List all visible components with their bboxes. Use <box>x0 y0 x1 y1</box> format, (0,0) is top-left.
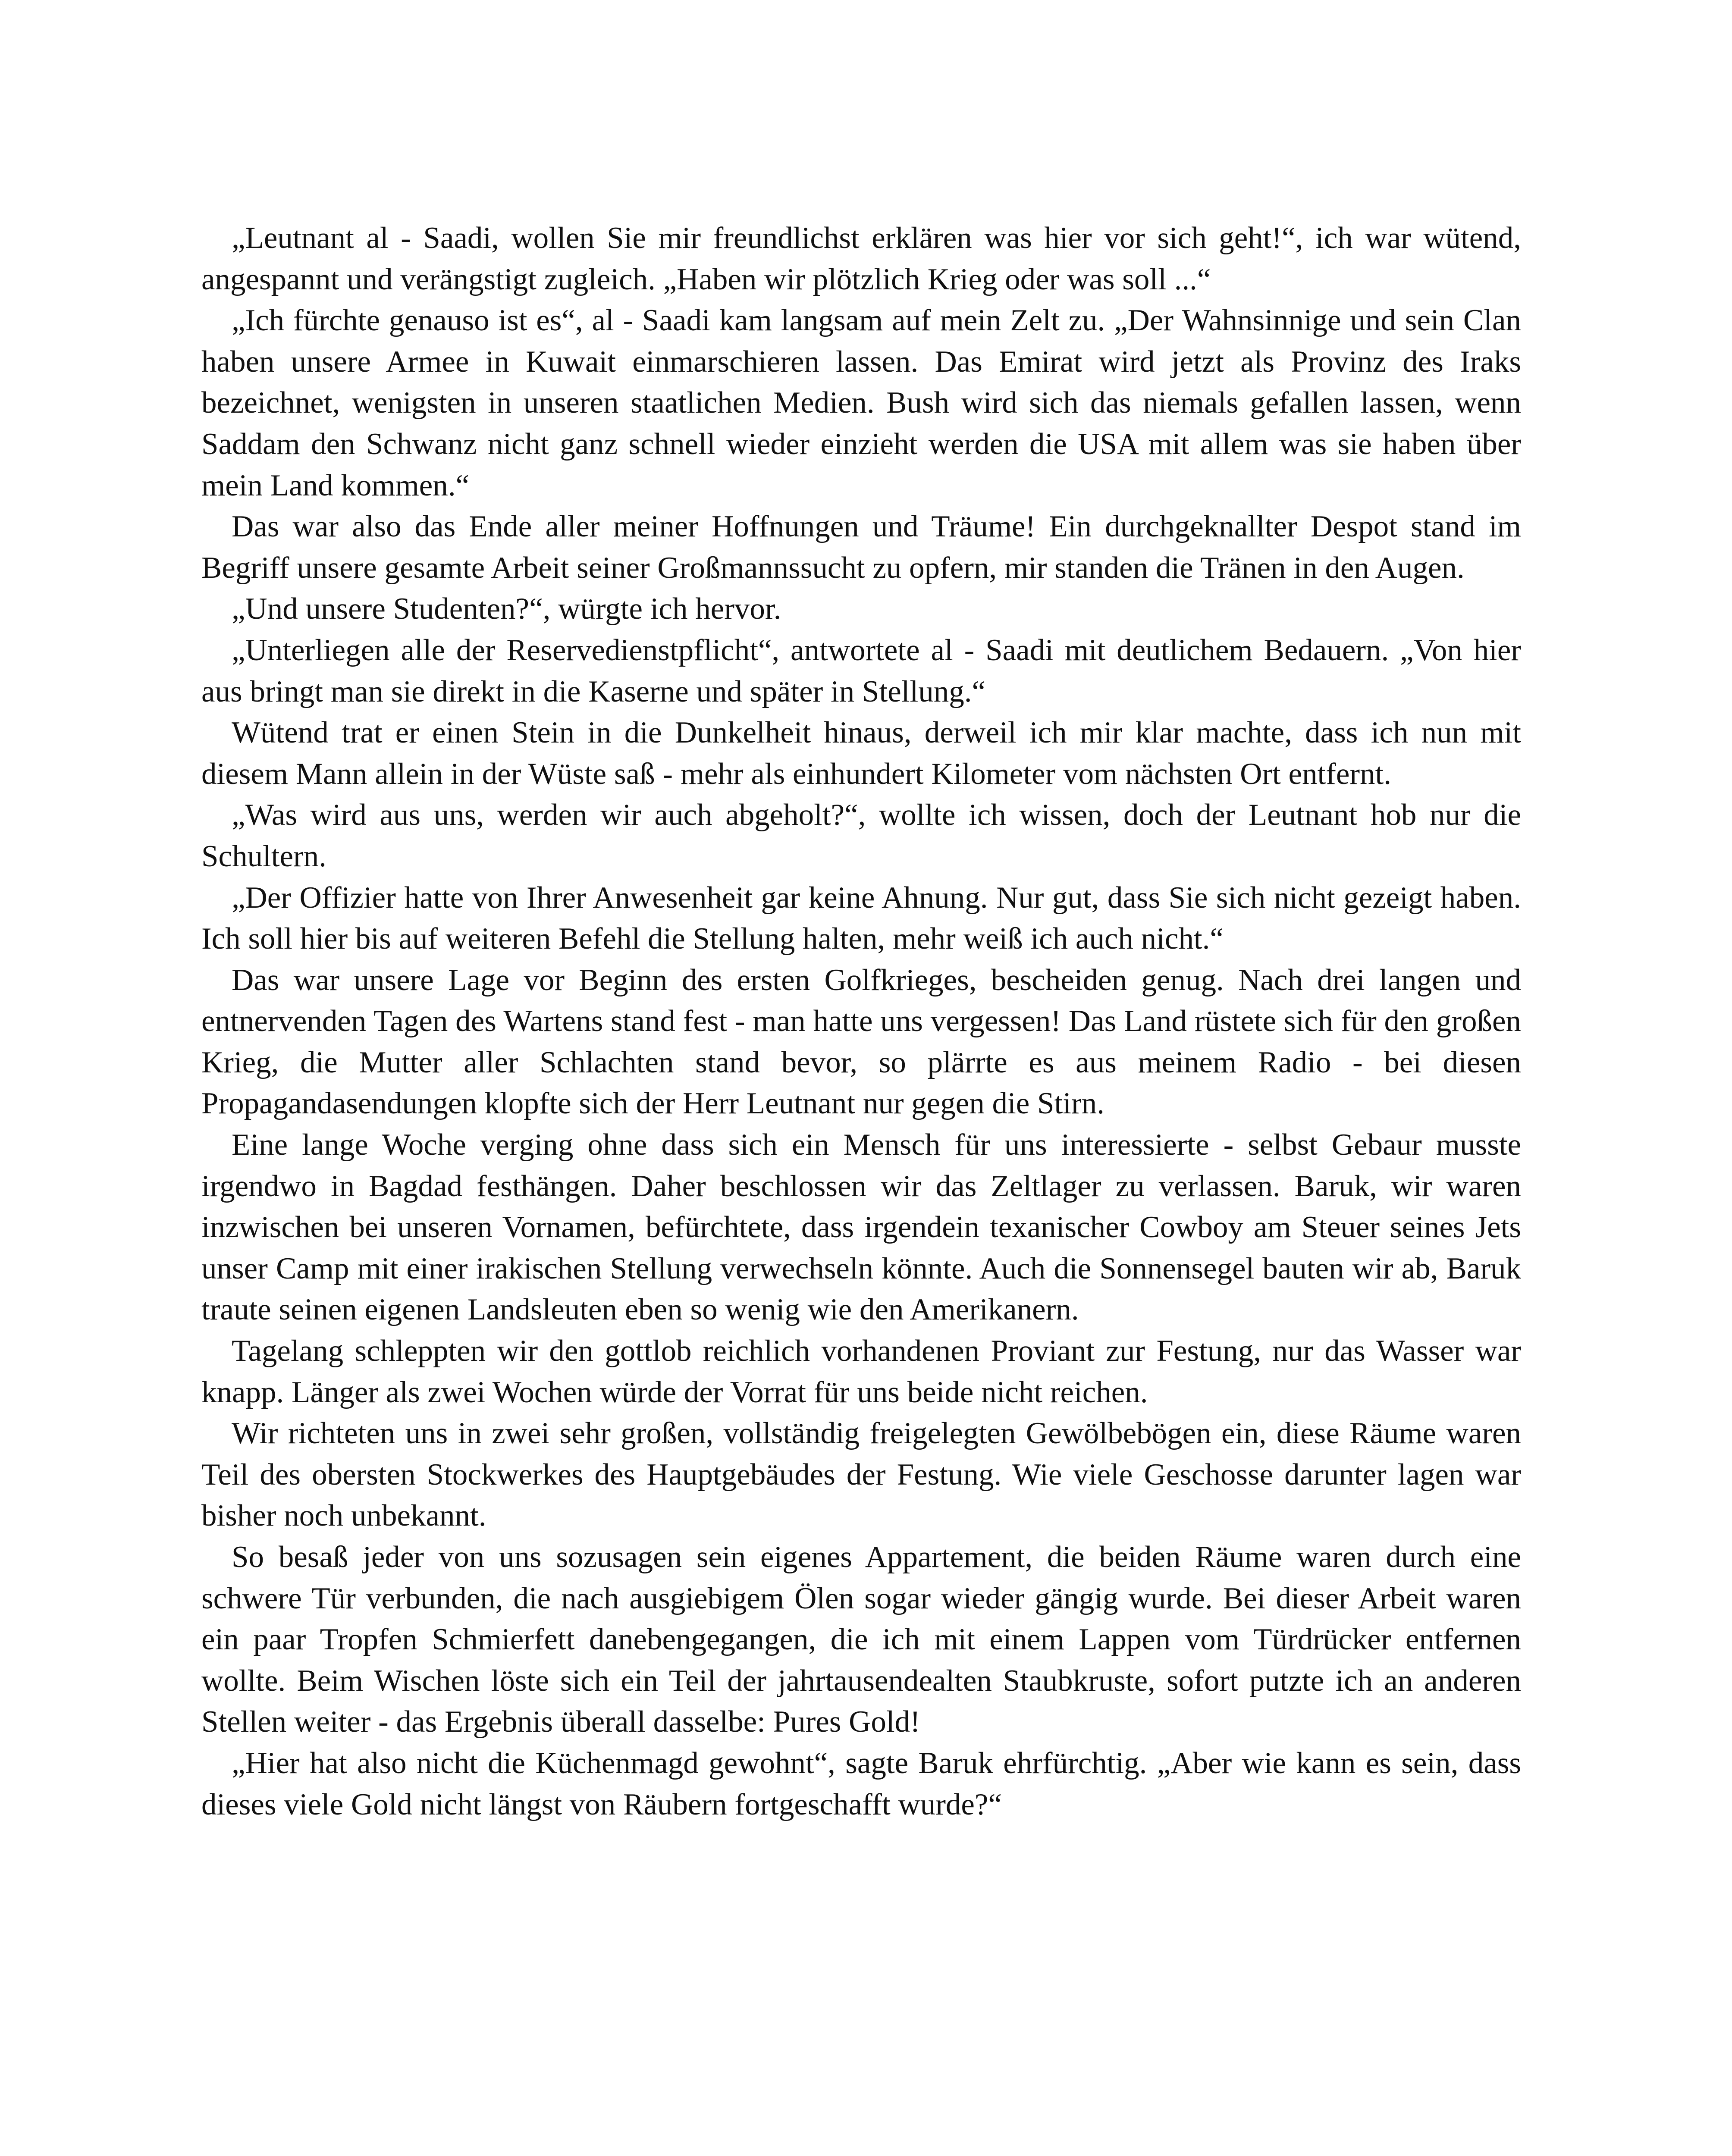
paragraph: „Leutnant al - Saadi, wollen Sie mir freundlichst erklären was hier vor sich geht!“, ich war wütend, angespannt und verängstigt zugleich. „Haben wir plötzlich Krieg oder was soll ...“ <box>201 221 1521 296</box>
paragraph: „Und unsere Studenten?“, würgte ich hervor. <box>232 592 781 626</box>
paragraph: Tagelang schleppten wir den gottlob reichlich vorhandenen Proviant zur Festung, nur das Wasser war knapp. Länger als zwei Wochen würde der Vorrat für uns beide nicht reichen. <box>201 1334 1521 1409</box>
paragraph: So besaß jeder von uns sozusagen sein eigenes Appartement, die beiden Räume waren durch eine schwere Tür verbunden, die nach ausgiebigem Ölen sogar wieder gängig wurde. Bei dieser Arbeit waren ein paar Tropfen Schmierfett danebengegangen, die ich mit einem Lappen vom Türdrücker entfernen wollte. Beim Wischen löste sich ein Teil der jahrtausendealten Staubkruste, sofort putzte ich an anderen Stellen weiter - das Ergebnis überall dasselbe: Pures Gold! <box>201 1540 1521 1739</box>
paragraph: Wir richteten uns in zwei sehr großen, vollständig freigelegten Gewölbebögen ein, diese Räume waren Teil des obersten Stockwerkes des Hauptgebäudes der Festung. Wie viele Geschosse darunter lagen war bisher noch unbekannt. <box>201 1416 1521 1533</box>
paragraph: „Unterliegen alle der Reservedienstpflicht“, antwortete al - Saadi mit deutlichem Bedauern. „Von hier aus bringt man sie direkt in die Kaserne und später in Stellung.“ <box>201 633 1521 708</box>
body-text <box>201 218 1521 1825</box>
paragraph: „Was wird aus uns, werden wir auch abgeholt?“, wollte ich wissen, doch der Leutnant hob nur die Schultern. <box>201 798 1521 873</box>
paragraph: „Der Offizier hatte von Ihrer Anwesenheit gar keine Ahnung. Nur gut, dass Sie sich nicht gezeigt haben. Ich soll hier bis auf weiteren Befehl die Stellung halten, mehr weiß ich auch nicht.“ <box>201 881 1521 956</box>
paragraph: „Ich fürchte genauso ist es“, al - Saadi kam langsam auf mein Zelt zu. „Der Wahnsinnige und sein Clan haben unsere Armee in Kuwait einmarschieren lassen. Das Emirat wird jetzt als Provinz des Iraks bezeichnet, wenigsten in unseren staatlichen Medien. Bush wird sich das niemals gefallen lassen, wenn Saddam den Schwanz nicht ganz schnell wieder einzieht werden die USA mit allem was sie haben über mein Land kommen.“ <box>201 304 1521 502</box>
paragraph: Eine lange Woche verging ohne dass sich ein Mensch für uns interessierte - selbst Gebaur musste irgendwo in Bagdad festhängen. Daher beschlossen wir das Zeltlager zu verlassen. Baruk, wir waren inzwischen bei unseren Vornamen, befürchtete, dass irgendein texanischer Cowboy am Steuer seines Jets unser Camp mit einer irakischen Stellung verwechseln könnte. Auch die Sonnensegel bauten wir ab, Baruk traute seinen eigenen Landsleuten eben so wenig wie den Amerikanern. <box>201 1128 1521 1327</box>
paragraph: „Hier hat also nicht die Küchenmagd gewohnt“, sagte Baruk ehrfürchtig. „Aber wie kann es sein, dass dieses viele Gold nicht längst von Räubern fortgeschafft wurde?“ <box>201 1746 1521 1821</box>
paragraph: Das war unsere Lage vor Beginn des ersten Golfkrieges, bescheiden genug. Nach drei langen und entnervenden Tagen des Wartens stand fest - man hatte uns vergessen! Das Land rüstete sich für den großen Krieg, die Mutter aller Schlachten stand bevor, so plärrte es aus meinem Radio - bei diesen Propagandasendungen klopfte sich der Herr Leutnant nur gegen die Stirn. <box>201 963 1521 1121</box>
paragraph: Wütend trat er einen Stein in die Dunkelheit hinaus, derweil ich mir klar machte, dass ich nun mit diesem Mann allein in der Wüste saß - mehr als einhundert Kilometer vom nächsten Ort entfernt. <box>201 716 1521 791</box>
paragraph: Das war also das Ende aller meiner Hoffnungen und Träume! Ein durchgeknallter Despot stand im Begriff unsere gesamte Arbeit seiner Großmannssucht zu opfern, mir standen die Tränen in den Augen. <box>201 510 1521 585</box>
